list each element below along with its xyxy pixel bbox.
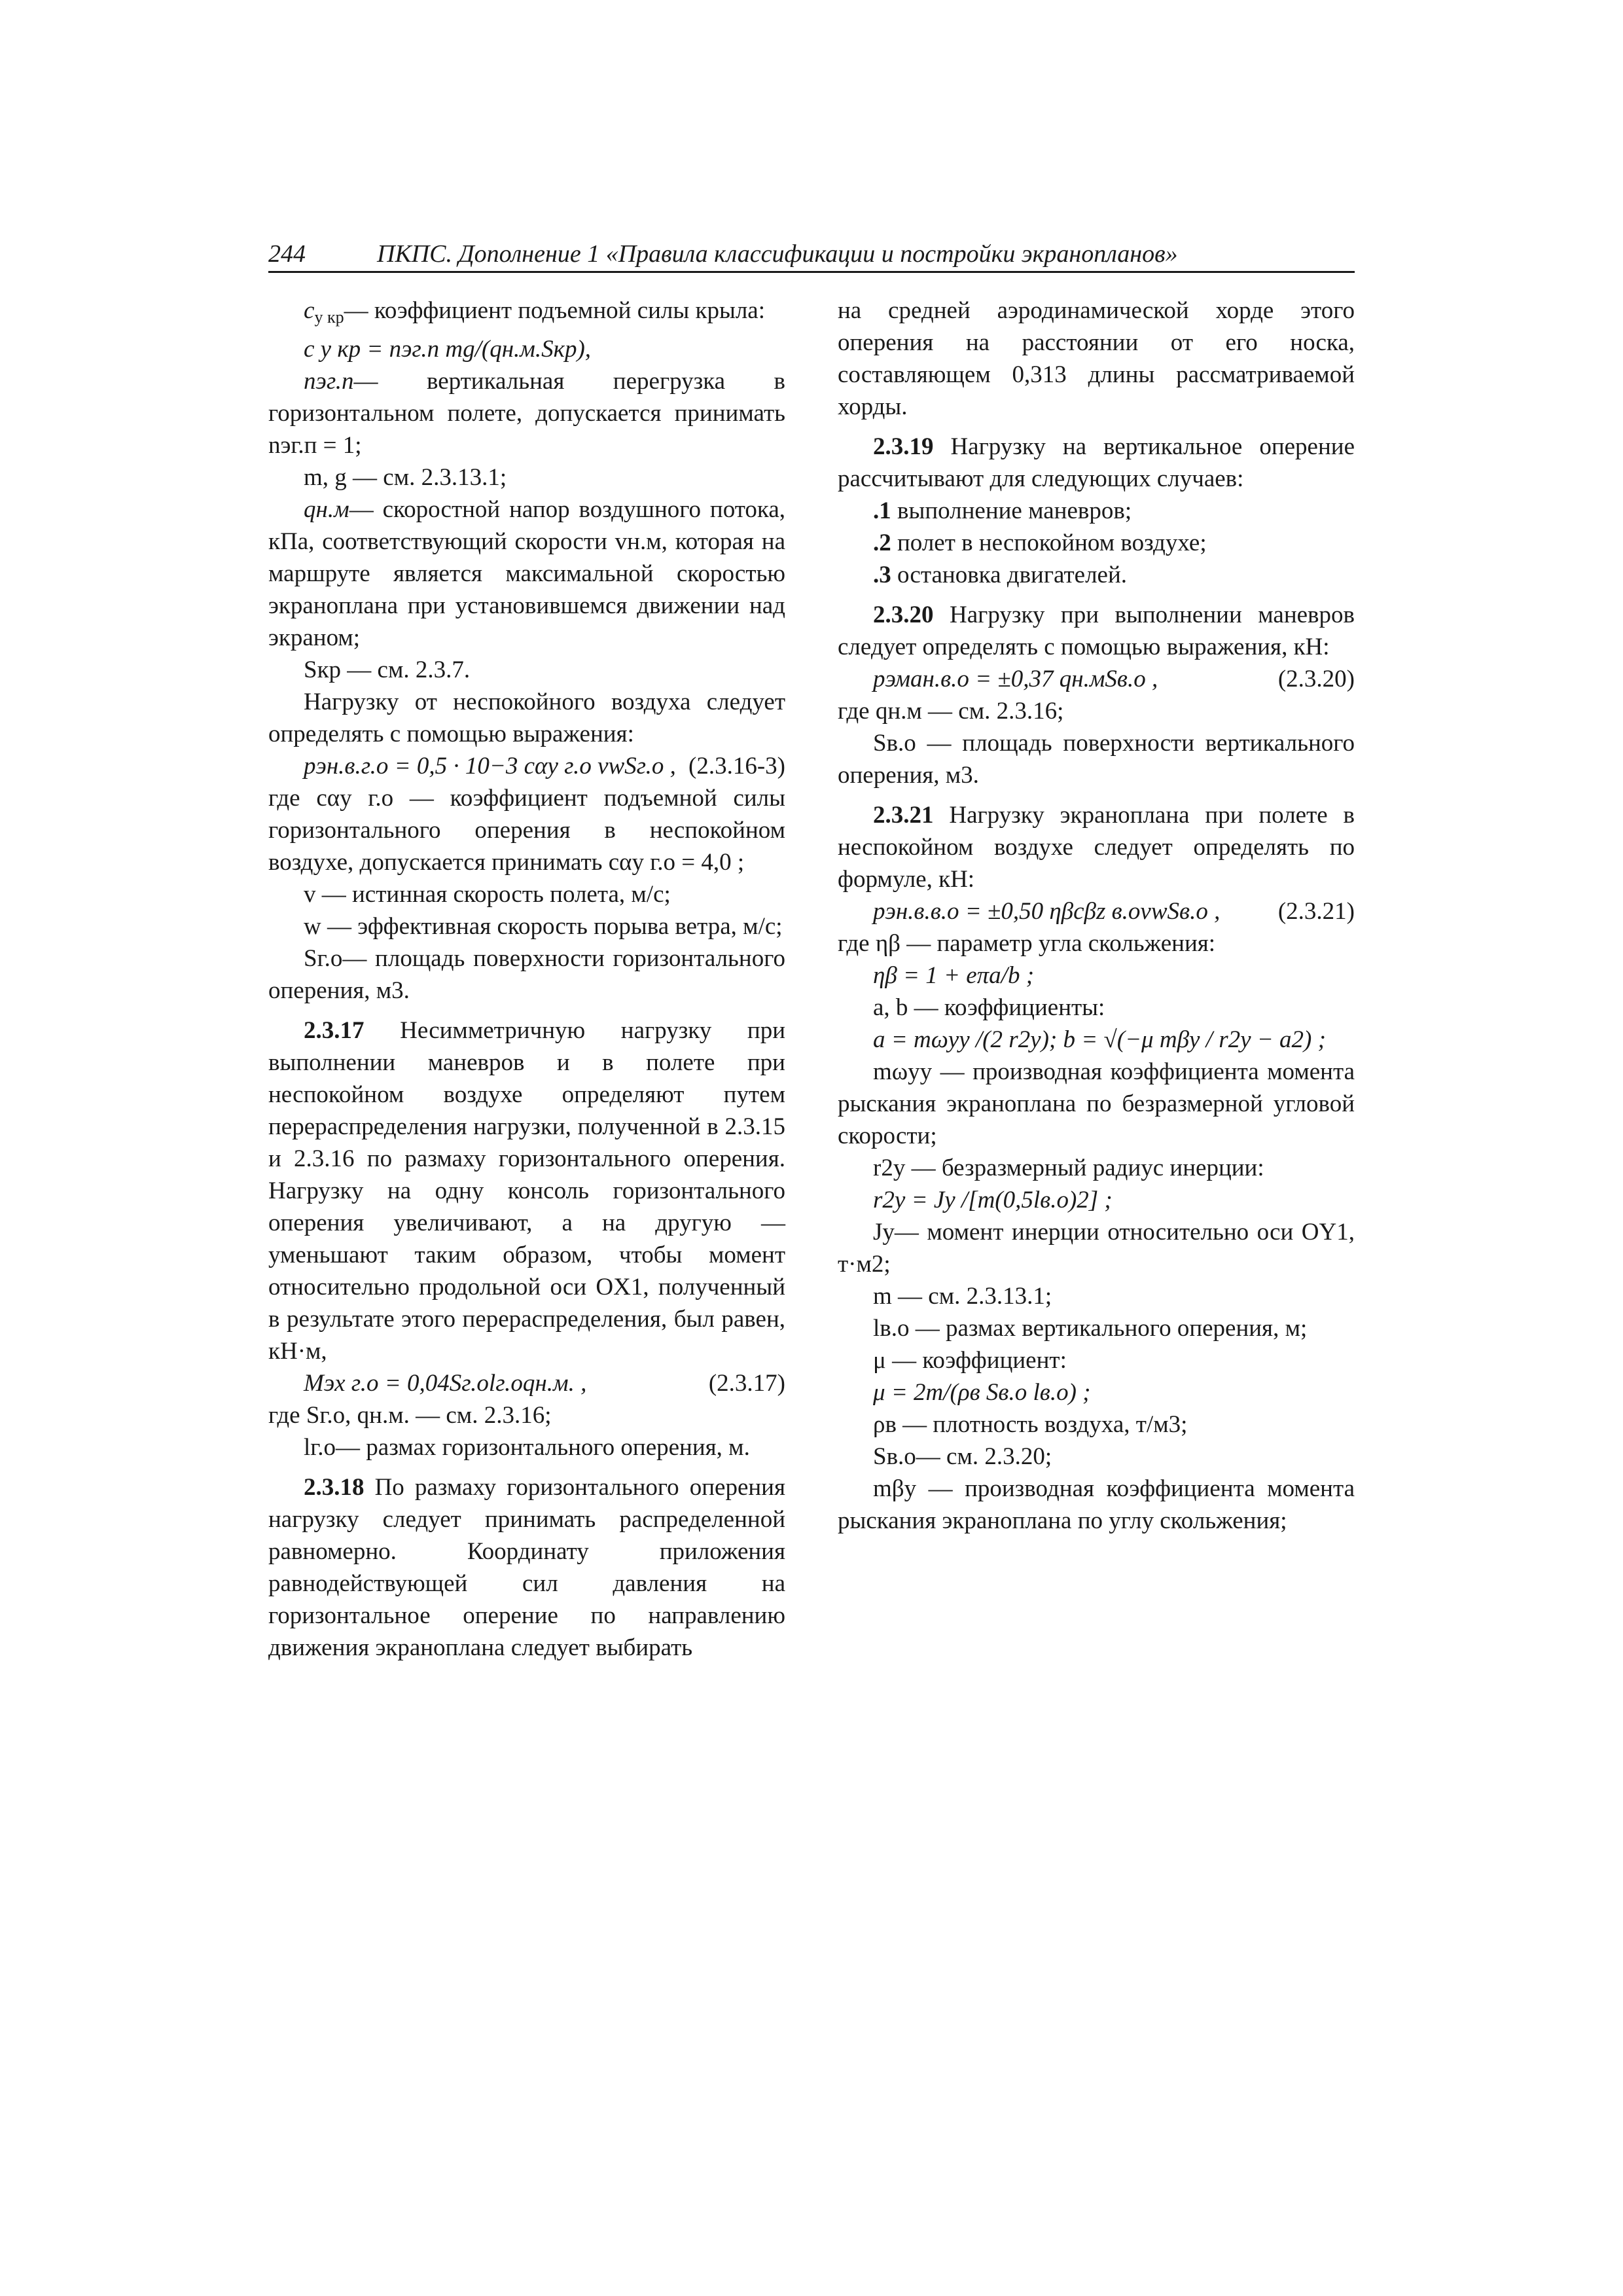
text-line: mβy — производная коэффициента момента рыскания экраноплана по углу скольжения; <box>838 1475 1355 1534</box>
text-line: Sкр — см. 2.3.7. <box>304 656 471 683</box>
text-line: где Sг.о, qн.м. — см. 2.3.16; <box>268 1402 552 1429</box>
list-number: .2 <box>873 529 891 556</box>
paragraph <box>838 599 1355 663</box>
text-line: где ηβ — параметр угла скольжения: <box>838 930 1216 957</box>
text-line: μ — коэффициент: <box>873 1347 1067 1374</box>
list-text: выполнение маневров; <box>891 497 1132 524</box>
text-line: m, g — см. 2.3.13.1; <box>304 464 507 491</box>
text: Нагрузку экраноплана при полете в неспокойном воздухе следует определять по формуле, кН: <box>838 802 1355 893</box>
list-item <box>838 495 1355 527</box>
text-line: Sв.о — площадь поверхности вертикального оперения, м3. <box>838 730 1355 789</box>
formula: pэн.в.в.о = ±0,50 ηβcβz в.оvwSв.о , <box>873 898 1221 925</box>
text-line: где cαу г.о — коэффициент подъемной силы горизонтального оперения в неспокойном воздухе, допускается принимать cαу г.о = 4,0 ; <box>268 785 785 876</box>
section-number: 2.3.17 <box>304 1017 365 1044</box>
text-line: w — эффективная скорость порыва ветра, м/с; <box>304 913 783 940</box>
formula: r2y = Jy /[m(0,5lв.о)2] ; <box>873 1187 1113 1213</box>
text: Несимметричную нагрузку при выполнении маневров и в полете при неспокойном воздухе определяют путем перераспределения нагрузки, полученной в 2.3.15 и 2.3.16 по размаху горизонтального оперения. Нагрузку на одну консоль горизонтального оперения увеличивают, а на другую — уменьшают таким образом, чтобы момент относительно продольной оси OX1, полученный в результате этого перераспределения, был равен, кН·м, <box>268 1017 785 1365</box>
text-line <box>268 493 785 654</box>
text-line: ρв — плотность воздуха, т/м3; <box>873 1411 1188 1438</box>
text-line: Sг.о— площадь поверхности горизонтального оперения, м3. <box>268 945 785 1004</box>
paragraph <box>268 1471 785 1664</box>
formula: c y кр = nэг.п mg/(qн.м.Sкр), <box>304 336 592 363</box>
right-column <box>838 295 1355 1537</box>
text: Нагрузку на вертикальное оперение рассчитывают для следующих случаев: <box>838 433 1355 492</box>
running-title: ПКПС. Дополнение 1 «Правила классификации и постройки экранопланов» <box>377 240 1178 268</box>
text-line: Sв.о— см. 2.3.20; <box>873 1443 1052 1470</box>
text-line: a, b — коэффициенты: <box>873 994 1105 1021</box>
text: По размаху горизонтального оперения нагрузку следует принимать распределенной равномерно. Координату приложения равнодействующей сил давления на горизонтальное оперение по направлению движения экраноплана следует выбирать <box>268 1474 785 1661</box>
text-line: Нагрузку от неспокойного воздуха следует определять с помощью выражения: <box>268 689 785 747</box>
formula: pэн.в.г.о = 0,5 · 10−3 cαу г.о vwSг.о , <box>304 753 676 780</box>
formula: Mэx г.о = 0,04Sг.оlг.оqн.м. , <box>304 1370 587 1397</box>
paragraph <box>838 799 1355 895</box>
section-number: 2.3.21 <box>873 802 934 829</box>
text-line: mωуy — производная коэффициента момента рыскания экраноплана по безразмерной угловой скорости; <box>838 1058 1355 1149</box>
text-line: v — истинная скорость полета, м/с; <box>304 881 671 908</box>
equation-number: (2.3.17) <box>708 1370 785 1397</box>
text-line: lв.о — размах вертикального оперения, м; <box>873 1315 1308 1342</box>
section-number: 2.3.19 <box>873 433 934 460</box>
list-text: полет в неспокойном воздухе; <box>891 529 1207 556</box>
text: — скоростной напор воздушного потока, кПа, соответствующий скорости vн.м, которая на маршруте является максимальной скоростью экраноплана при установившемся движении над экраном; <box>268 496 785 651</box>
section-number: 2.3.20 <box>873 601 934 628</box>
formula: ηβ = 1 + eπa/b ; <box>873 962 1035 989</box>
left-column <box>268 295 785 1664</box>
list-number: .3 <box>873 562 891 588</box>
formula: μ = 2m/(ρв Sв.о lв.о) ; <box>873 1379 1091 1406</box>
text: — вертикальная перегрузка в горизонтальном полете, допускается принимать nэг.п = 1; <box>268 368 785 459</box>
section-number: 2.3.18 <box>304 1474 365 1501</box>
formula: pэман.в.о = ±0,37 qн.мSв.о , <box>873 666 1158 692</box>
list-item <box>838 559 1355 591</box>
formula: a = mωуy /(2 r2y); b = √(−μ mβy / r2y − a2) ; <box>873 1026 1326 1053</box>
text-line: lг.о— размах горизонтального оперения, м. <box>304 1434 750 1461</box>
paragraph <box>268 1014 785 1367</box>
symbol: qн.м <box>304 496 349 523</box>
list-item <box>838 527 1355 559</box>
paragraph <box>838 431 1355 495</box>
list-number: .1 <box>873 497 891 524</box>
text-line <box>268 295 785 333</box>
equation-number: (2.3.20) <box>1277 666 1355 692</box>
text: — коэффициент подъемной силы крыла: <box>344 297 765 324</box>
formula-row <box>268 750 785 782</box>
text-line: Jy— момент инерции относительно оси OY1, т·м2; <box>838 1219 1355 1278</box>
text-line <box>268 365 785 461</box>
equation-number: (2.3.16-3) <box>688 753 785 780</box>
symbol: c <box>304 297 315 324</box>
equation-number: (2.3.21) <box>1277 898 1355 925</box>
text-line: r2y — безразмерный радиус инерции: <box>873 1155 1264 1181</box>
text-line: где qн.м — см. 2.3.16; <box>838 698 1064 725</box>
text-line: m — см. 2.3.13.1; <box>873 1283 1052 1310</box>
page-number: 244 <box>268 240 306 268</box>
symbol-sub: y кр <box>314 308 344 327</box>
list-text: остановка двигателей. <box>891 562 1128 588</box>
page-header <box>268 237 1355 273</box>
formula-row <box>838 895 1355 927</box>
text-line: на средней аэродинамической хорде этого оперения на расстоянии от его носка, составляющем 0,313 длины рассматриваемой хорды. <box>838 297 1355 420</box>
formula-row <box>838 663 1355 695</box>
symbol: nэг.п <box>304 368 354 395</box>
text: Нагрузку при выполнении маневров следует определять с помощью выражения, кН: <box>838 601 1355 660</box>
formula-row <box>268 1367 785 1399</box>
